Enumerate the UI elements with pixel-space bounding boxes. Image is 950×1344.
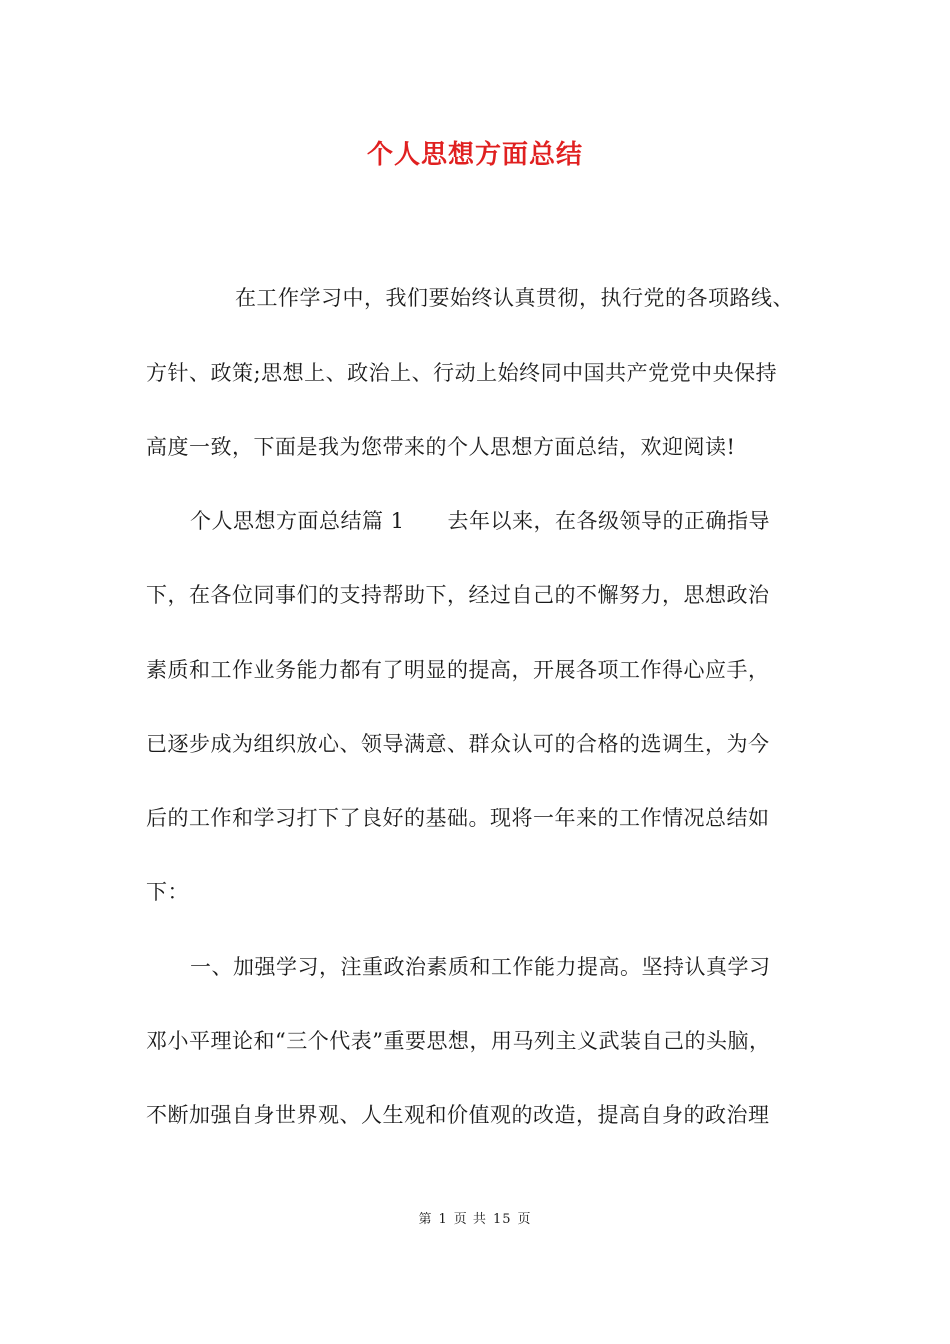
page-total: 15: [492, 1212, 512, 1227]
footer-middle: 页 共: [453, 1212, 487, 1227]
paragraph-line: 后的工作和学习打下了良好的基础。现将一年来的工作情况总结如: [146, 806, 770, 830]
footer-suffix: 页: [517, 1212, 532, 1227]
paragraph-line: 高度一致，下面是我为您带来的个人思想方面总结，欢迎阅读!: [146, 435, 736, 459]
paragraph-line: 方针、政策;思想上、政治上、行动上始终同中国共产党党中央保持: [146, 361, 778, 385]
footer-prefix: 第: [418, 1212, 433, 1227]
paragraph-line: 不断加强自身世界观、人生观和价值观的改造，提高自身的政治理: [146, 1103, 770, 1127]
paragraph-line: 一、加强学习，注重政治素质和工作能力提高。坚持认真学习: [190, 955, 771, 979]
paragraph-line: 个人思想方面总结篇 1 去年以来，在各级领导的正确指导: [190, 509, 771, 533]
paragraph-line: 下，在各位同事们的支持帮助下，经过自己的不懈努力，思想政治: [146, 583, 770, 607]
paragraph-line: 邓小平理论和“三个代表”重要思想，用马列主义武装自己的头脑，: [146, 1029, 771, 1053]
paragraph-line: 下：: [146, 880, 189, 904]
paragraph-line: 在工作学习中，我们要始终认真贯彻，执行党的各项路线、: [235, 286, 794, 310]
paragraph-line: 已逐步成为组织放心、领导满意、群众认可的合格的选调生，为今: [146, 732, 770, 756]
page-footer: [0, 1208, 950, 1227]
paragraph-line: 素质和工作业务能力都有了明显的提高，开展各项工作得心应手，: [146, 658, 770, 682]
document-title: 个人思想方面总结: [366, 140, 583, 170]
page-number: 1: [438, 1212, 448, 1227]
